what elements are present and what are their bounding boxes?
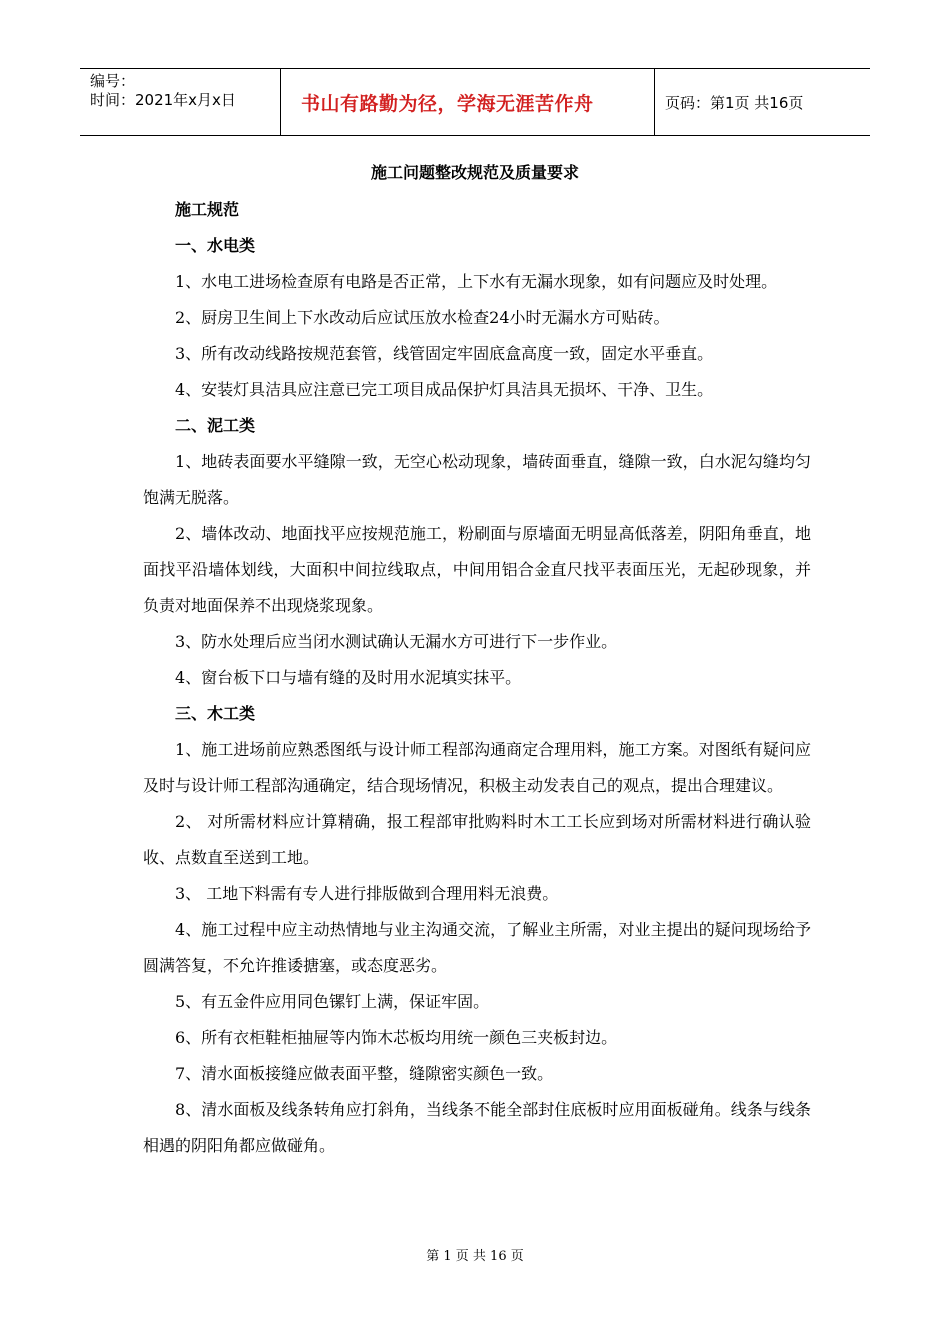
document-body xyxy=(143,192,811,1164)
time-label: 时间：2021年x月x日 xyxy=(90,91,236,109)
section-heading: 三、木工类 xyxy=(175,704,256,723)
paragraph: 3、防水处理后应当闭水测试确认无漏水方可进行下一步作业。 xyxy=(175,632,618,651)
header-meta-cell xyxy=(80,69,281,135)
paragraph: 2、 对所需材料应计算精确，报工程部审批购料时木工工长应到场对所需材料进行确认验收、点数直至送到工地。 xyxy=(143,812,811,867)
number-label: 编号： xyxy=(90,72,136,90)
section-heading: 二、泥工类 xyxy=(175,416,256,435)
paragraph: 3、 工地下料需有专人进行排版做到合理用料无浪费。 xyxy=(175,884,559,903)
paragraph: 8、清水面板及线条转角应打斜角，当线条不能全部封住底板时应用面板碰角。线条与线条相遇的阴阳角都应做碰角。 xyxy=(143,1100,811,1155)
paragraph: 4、窗台板下口与墙有缝的及时用水泥填实抹平。 xyxy=(175,668,522,687)
section-heading: 一、水电类 xyxy=(175,236,256,255)
document-title: 施工问题整改规范及质量要求 xyxy=(370,163,579,182)
header-table xyxy=(80,68,870,136)
section-heading: 施工规范 xyxy=(175,200,240,219)
paragraph: 6、所有衣柜鞋柜抽屉等内饰木芯板均用统一颜色三夹板封边。 xyxy=(175,1028,618,1047)
paragraph: 1、地砖表面要水平缝隙一致，无空心松动现象，墙砖面垂直，缝隙一致，白水泥勾缝均匀饱满无脱落。 xyxy=(143,452,811,507)
paragraph: 7、清水面板接缝应做表面平整，缝隙密实颜色一致。 xyxy=(175,1064,554,1083)
header-motto-cell xyxy=(281,69,655,135)
paragraph: 3、所有改动线路按规范套管，线管固定牢固底盒高度一致，固定水平垂直。 xyxy=(175,344,714,363)
paragraph: 1、施工进场前应熟悉图纸与设计师工程部沟通商定合理用料，施工方案。对图纸有疑问应及时与设计师工程部沟通确定，结合现场情况，积极主动发表自己的观点，提出合理建议。 xyxy=(143,740,811,795)
paragraph: 2、厨房卫生间上下水改动后应试压放水检查24小时无漏水方可贴砖。 xyxy=(175,308,670,327)
paragraph: 5、有五金件应用同色镙钉上满，保证牢固。 xyxy=(175,992,490,1011)
paragraph: 4、安装灯具洁具应注意已完工项目成品保护灯具洁具无损坏、干净、卫生。 xyxy=(175,380,714,399)
paragraph: 2、墙体改动、地面找平应按规范施工，粉刷面与原墙面无明显高低落差，阴阳角垂直，地面找平沿墙体划线，大面积中间拉线取点，中间用铝合金直尺找平表面压光，无起砂现象，并负责对地面保养不出现烧浆现象。 xyxy=(143,524,811,615)
header-page-cell xyxy=(655,69,870,135)
motto: 书山有路勤为径，学海无涯苦作舟 xyxy=(301,92,594,115)
paragraph: 4、施工过程中应主动热情地与业主沟通交流，了解业主所需，对业主提出的疑问现场给予圆满答复，不允许推诿搪塞，或态度恶劣。 xyxy=(143,920,811,975)
page-code: 页码：第1页 共16页 xyxy=(665,93,804,112)
paragraph: 1、水电工进场检查原有电路是否正常，上下水有无漏水现象，如有问题应及时处理。 xyxy=(175,272,778,291)
page-footer: 第 1 页 共 16 页 xyxy=(426,1249,524,1264)
